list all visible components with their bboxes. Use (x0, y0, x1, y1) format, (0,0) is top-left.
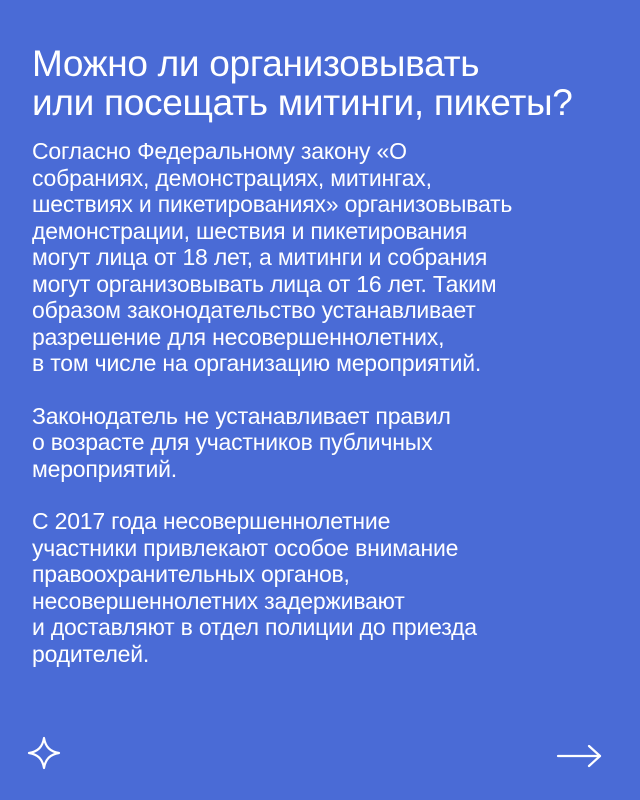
text-line: участники привлекают особое внимание (32, 534, 459, 561)
text-line: родителей. (32, 640, 150, 667)
text-line: образом законодательство устанавливает (32, 297, 476, 323)
text-line: в том числе на организацию мероприятий. (32, 350, 482, 376)
text-line: Законодатель не устанавливает правил (32, 402, 451, 429)
text-line: С 2017 года несовершеннолетние (32, 508, 391, 534)
sparkle-icon (27, 736, 61, 770)
page-title (32, 44, 612, 122)
text-line: демонстрации, шествия и пикетирования (32, 217, 468, 244)
text-line: и доставляют в отдел полиции до приезда (32, 614, 477, 640)
text-line: правоохранительных органов, (32, 561, 350, 587)
paragraph-2017 (32, 508, 622, 667)
text-line: шествиях и пикетированиях» организовывать (32, 191, 513, 217)
text-line: мероприятий. (32, 455, 177, 482)
arrow-right-icon[interactable] (556, 742, 604, 770)
text-line: несовершеннолетних задерживают (32, 587, 405, 614)
paragraph-law (32, 138, 622, 377)
text-line: Согласно Федеральному закону «О (32, 138, 407, 164)
text-line: о возрасте для участников публичных (32, 429, 433, 455)
text-line: разрешение для несовершеннолетних, (32, 323, 445, 350)
body-text (32, 138, 622, 693)
text-line: могут организовывать лица от 16 лет. Таким (32, 270, 497, 297)
title-line: Можно ли организовывать (32, 43, 480, 84)
text-line: собраниях, демонстрациях, митингах, (32, 164, 432, 191)
text-line: могут лица от 18 лет, а митинги и собрания (32, 244, 488, 270)
paragraph-age (32, 403, 622, 483)
title-line: или посещать митинги, пикеты? (32, 82, 573, 123)
